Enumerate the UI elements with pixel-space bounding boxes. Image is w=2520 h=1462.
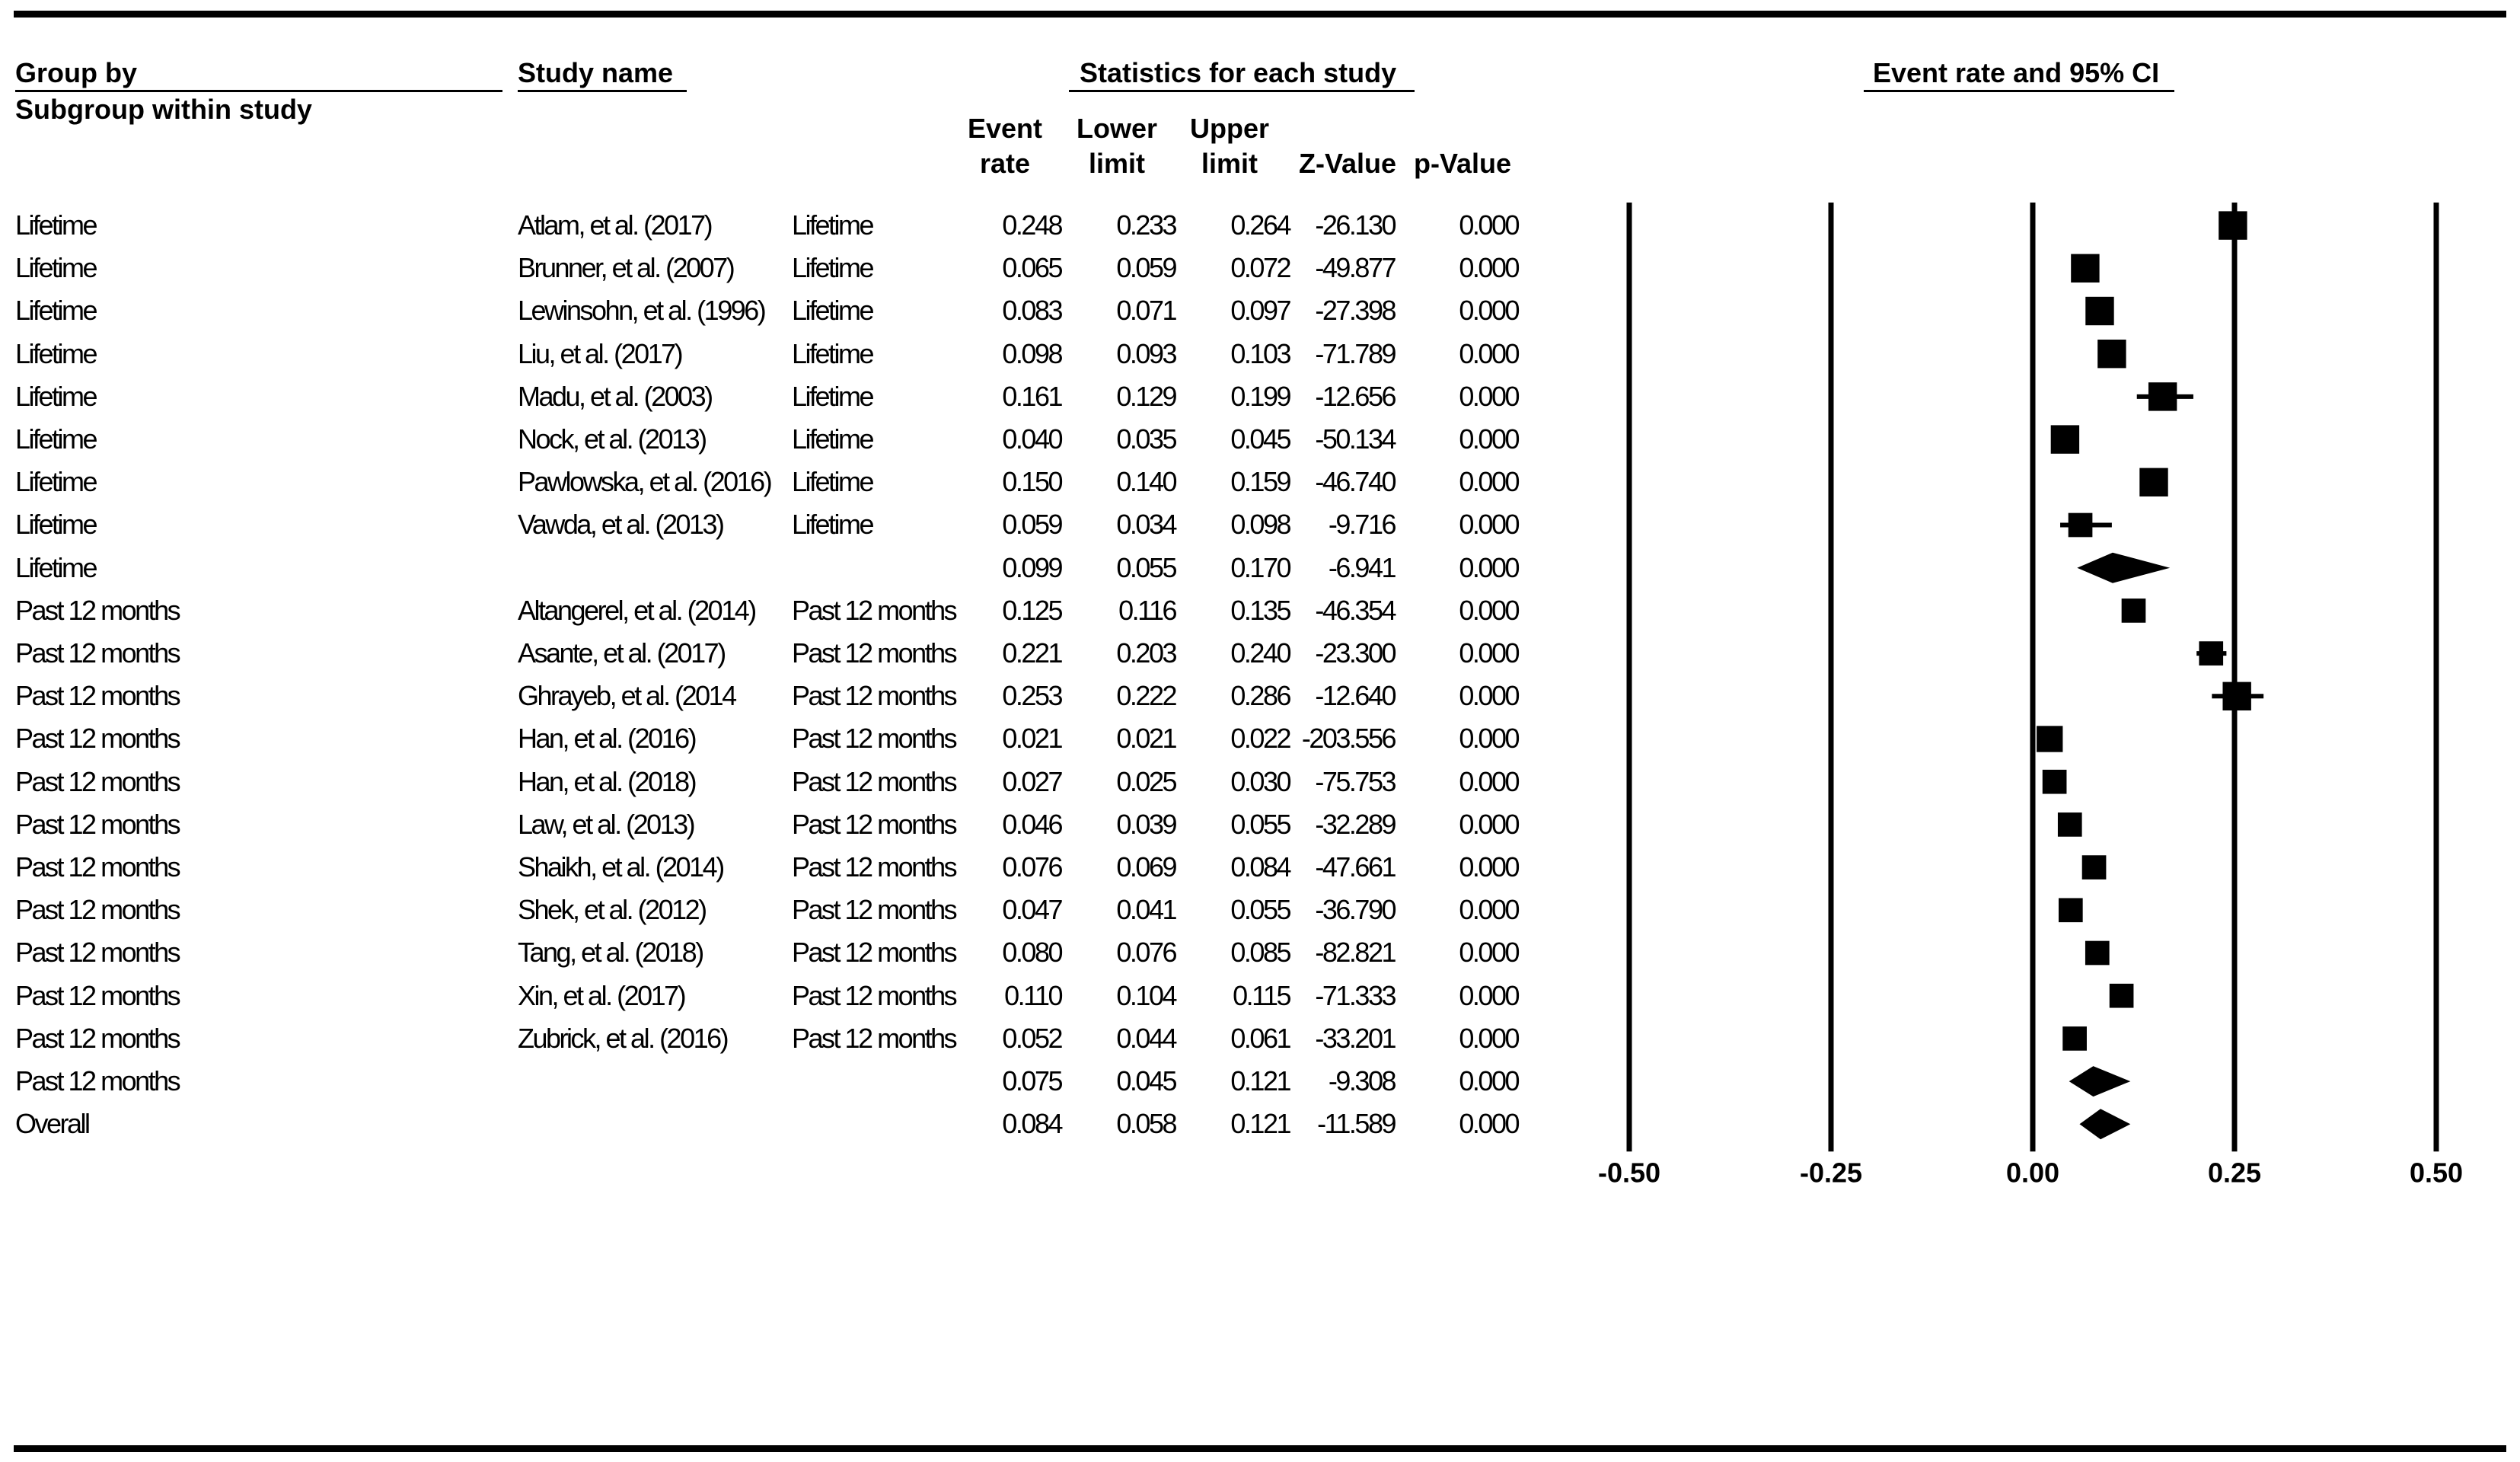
cell-study: Nock, et al. (2013) bbox=[518, 423, 706, 455]
cell-p: 0.000 bbox=[1459, 594, 1518, 626]
cell-lower: 0.039 bbox=[1116, 808, 1175, 840]
cell-p: 0.000 bbox=[1459, 1065, 1518, 1096]
cell-subgroup: Lifetime bbox=[792, 295, 873, 327]
summary-diamond bbox=[2069, 1066, 2131, 1096]
cell-upper: 0.286 bbox=[1230, 680, 1290, 712]
cell-study: Han, et al. (2016) bbox=[518, 723, 696, 755]
cell-group: Lifetime bbox=[15, 295, 97, 327]
cell-group: Past 12 months bbox=[15, 979, 180, 1011]
cell-upper: 0.072 bbox=[1230, 252, 1290, 284]
cell-p: 0.000 bbox=[1459, 979, 1518, 1011]
cell-subgroup: Past 12 months bbox=[792, 851, 956, 883]
stats-title-underline bbox=[1069, 90, 1415, 92]
cell-group: Past 12 months bbox=[15, 851, 180, 883]
cell-group: Past 12 months bbox=[15, 894, 180, 926]
cell-group: Past 12 months bbox=[15, 680, 180, 712]
cell-lower: 0.055 bbox=[1116, 551, 1175, 583]
cell-lower: 0.025 bbox=[1116, 765, 1175, 797]
cell-p: 0.000 bbox=[1459, 337, 1518, 369]
subgroup-header: Subgroup within study bbox=[15, 94, 312, 125]
cell-subgroup: Past 12 months bbox=[792, 937, 956, 969]
cell-rate: 0.059 bbox=[1002, 509, 1061, 541]
cell-p: 0.000 bbox=[1459, 252, 1518, 284]
cell-study: Shaikh, et al. (2014) bbox=[518, 851, 723, 883]
cell-lower: 0.044 bbox=[1116, 1022, 1175, 1054]
cell-study: Shek, et al. (2012) bbox=[518, 894, 706, 926]
cell-p: 0.000 bbox=[1459, 295, 1518, 327]
cell-group: Past 12 months bbox=[15, 723, 180, 755]
cell-z: -49.877 bbox=[1315, 252, 1395, 284]
p-value-header: p-Value bbox=[1413, 148, 1512, 179]
cell-study: Altangerel, et al. (2014) bbox=[518, 594, 755, 626]
cell-lower: 0.140 bbox=[1116, 466, 1175, 498]
cell-p: 0.000 bbox=[1459, 894, 1518, 926]
cell-lower: 0.041 bbox=[1116, 894, 1175, 926]
cell-upper: 0.061 bbox=[1230, 1022, 1290, 1054]
cell-lower: 0.116 bbox=[1118, 594, 1175, 626]
cell-rate: 0.052 bbox=[1002, 1022, 1061, 1054]
point-square bbox=[2139, 468, 2168, 496]
cell-z: -36.790 bbox=[1315, 894, 1395, 926]
cell-upper: 0.240 bbox=[1230, 637, 1290, 669]
cell-lower: 0.021 bbox=[1116, 723, 1175, 755]
event-rate-header bbox=[952, 111, 1058, 181]
cell-rate: 0.150 bbox=[1002, 466, 1061, 498]
lower-limit-header bbox=[1066, 111, 1168, 181]
cell-rate: 0.083 bbox=[1002, 295, 1061, 327]
cell-upper: 0.055 bbox=[1230, 808, 1290, 840]
summary-diamond bbox=[2077, 553, 2170, 583]
cell-study: Han, et al. (2018) bbox=[518, 765, 696, 797]
cell-p: 0.000 bbox=[1459, 209, 1518, 241]
cell-p: 0.000 bbox=[1459, 466, 1518, 498]
x-tick-label: 0.00 bbox=[2005, 1157, 2060, 1189]
cell-p: 0.000 bbox=[1459, 551, 1518, 583]
cell-rate: 0.125 bbox=[1002, 594, 1061, 626]
cell-study: Madu, et al. (2003) bbox=[518, 380, 712, 412]
point-square bbox=[2199, 641, 2223, 666]
point-square bbox=[2069, 513, 2093, 538]
cell-p: 0.000 bbox=[1459, 1108, 1518, 1140]
cell-lower: 0.093 bbox=[1116, 337, 1175, 369]
cell-lower: 0.129 bbox=[1116, 380, 1175, 412]
cell-group: Past 12 months bbox=[15, 594, 180, 626]
ci-title: Event rate and 95% CI bbox=[1873, 57, 2160, 88]
cell-lower: 0.071 bbox=[1116, 295, 1175, 327]
cell-study: Tang, et al. (2018) bbox=[518, 937, 703, 969]
study-name-underline bbox=[518, 90, 687, 92]
cell-study: Vawda, et al. (2013) bbox=[518, 509, 723, 541]
cell-upper: 0.159 bbox=[1230, 466, 1290, 498]
cell-group: Lifetime bbox=[15, 466, 97, 498]
point-square bbox=[2122, 599, 2146, 623]
cell-group: Past 12 months bbox=[15, 1065, 180, 1096]
cell-z: -82.821 bbox=[1315, 937, 1395, 969]
point-square bbox=[2110, 984, 2134, 1008]
cell-p: 0.000 bbox=[1459, 680, 1518, 712]
cell-study: Atlam, et al. (2017) bbox=[518, 209, 712, 241]
cell-p: 0.000 bbox=[1459, 937, 1518, 969]
cell-subgroup: Past 12 months bbox=[792, 637, 956, 669]
group-by-underline bbox=[15, 90, 502, 92]
cell-lower: 0.059 bbox=[1116, 252, 1175, 284]
cell-upper: 0.199 bbox=[1230, 380, 1290, 412]
cell-p: 0.000 bbox=[1459, 851, 1518, 883]
point-square bbox=[2062, 1026, 2087, 1051]
cell-lower: 0.104 bbox=[1116, 979, 1175, 1011]
cell-group: Lifetime bbox=[15, 509, 97, 541]
cell-p: 0.000 bbox=[1459, 509, 1518, 541]
bottom-rule bbox=[14, 1445, 2506, 1452]
cell-study: Zubrick, et al. (2016) bbox=[518, 1022, 728, 1054]
point-square bbox=[2085, 941, 2110, 966]
cell-rate: 0.047 bbox=[1002, 894, 1061, 926]
cell-lower: 0.045 bbox=[1116, 1065, 1175, 1096]
cell-rate: 0.075 bbox=[1002, 1065, 1061, 1096]
cell-z: -6.941 bbox=[1328, 551, 1395, 583]
cell-z: -27.398 bbox=[1315, 295, 1395, 327]
cell-z: -46.354 bbox=[1315, 594, 1395, 626]
cell-z: -32.289 bbox=[1315, 808, 1395, 840]
cell-p: 0.000 bbox=[1459, 380, 1518, 412]
cell-lower: 0.222 bbox=[1116, 680, 1175, 712]
cell-lower: 0.034 bbox=[1116, 509, 1175, 541]
cell-group: Lifetime bbox=[15, 551, 97, 583]
cell-group: Overall bbox=[15, 1108, 89, 1140]
cell-group: Lifetime bbox=[15, 252, 97, 284]
cell-group: Lifetime bbox=[15, 423, 97, 455]
cell-subgroup: Past 12 months bbox=[792, 894, 956, 926]
cell-rate: 0.027 bbox=[1002, 765, 1061, 797]
cell-z: -203.556 bbox=[1301, 723, 1395, 755]
cell-rate: 0.253 bbox=[1002, 680, 1061, 712]
event-rate-header-line2: rate bbox=[979, 148, 1031, 179]
cell-group: Past 12 months bbox=[15, 765, 180, 797]
lower-limit-header-line2: limit bbox=[1088, 148, 1145, 179]
cell-p: 0.000 bbox=[1459, 1022, 1518, 1054]
cell-p: 0.000 bbox=[1459, 808, 1518, 840]
cell-rate: 0.221 bbox=[1002, 637, 1061, 669]
cell-z: -23.300 bbox=[1315, 637, 1395, 669]
cell-subgroup: Past 12 months bbox=[792, 680, 956, 712]
point-square bbox=[2059, 898, 2083, 922]
cell-study: Lewinsohn, et al. (1996) bbox=[518, 295, 765, 327]
x-tick-label: 0.50 bbox=[2409, 1157, 2464, 1189]
cell-rate: 0.065 bbox=[1002, 252, 1061, 284]
cell-z: -75.753 bbox=[1315, 765, 1395, 797]
cell-group: Past 12 months bbox=[15, 1022, 180, 1054]
forest-plot bbox=[1591, 190, 2474, 1189]
point-square bbox=[2219, 211, 2247, 239]
cell-subgroup: Lifetime bbox=[792, 380, 873, 412]
lower-limit-header-line1: Lower bbox=[1076, 113, 1157, 144]
cell-rate: 0.110 bbox=[1004, 979, 1061, 1011]
cell-subgroup: Past 12 months bbox=[792, 594, 956, 626]
cell-z: -9.308 bbox=[1328, 1065, 1395, 1096]
cell-p: 0.000 bbox=[1459, 723, 1518, 755]
cell-z: -47.661 bbox=[1315, 851, 1395, 883]
cell-upper: 0.121 bbox=[1230, 1065, 1290, 1096]
cell-rate: 0.040 bbox=[1002, 423, 1061, 455]
cell-upper: 0.097 bbox=[1230, 295, 1290, 327]
cell-study: Pawlowska, et al. (2016) bbox=[518, 466, 771, 498]
stats-title: Statistics for each study bbox=[1080, 57, 1397, 88]
cell-upper: 0.103 bbox=[1230, 337, 1290, 369]
cell-subgroup: Past 12 months bbox=[792, 765, 956, 797]
cell-lower: 0.233 bbox=[1116, 209, 1175, 241]
point-square bbox=[2097, 340, 2126, 368]
cell-z: -12.640 bbox=[1315, 680, 1395, 712]
cell-z: -33.201 bbox=[1315, 1022, 1395, 1054]
cell-upper: 0.121 bbox=[1230, 1108, 1290, 1140]
cell-z: -71.789 bbox=[1315, 337, 1395, 369]
cell-subgroup: Past 12 months bbox=[792, 1022, 956, 1054]
cell-upper: 0.045 bbox=[1230, 423, 1290, 455]
cell-z: -9.716 bbox=[1328, 509, 1395, 541]
x-tick-label: 0.25 bbox=[2207, 1157, 2262, 1189]
point-square bbox=[2058, 812, 2082, 837]
cell-z: -26.130 bbox=[1315, 209, 1395, 241]
cell-group: Lifetime bbox=[15, 209, 97, 241]
cell-study: Asante, et al. (2017) bbox=[518, 637, 725, 669]
cell-upper: 0.022 bbox=[1230, 723, 1290, 755]
cell-study: Law, et al. (2013) bbox=[518, 808, 694, 840]
cell-subgroup: Lifetime bbox=[792, 423, 873, 455]
cell-rate: 0.021 bbox=[1002, 723, 1061, 755]
point-square bbox=[2071, 254, 2099, 283]
cell-lower: 0.035 bbox=[1116, 423, 1175, 455]
cell-group: Past 12 months bbox=[15, 937, 180, 969]
cell-subgroup: Past 12 months bbox=[792, 979, 956, 1011]
cell-lower: 0.076 bbox=[1116, 937, 1175, 969]
point-square bbox=[2148, 382, 2177, 410]
cell-subgroup: Lifetime bbox=[792, 337, 873, 369]
cell-study: Ghrayeb, et al. (2014 bbox=[518, 680, 735, 712]
point-square bbox=[2082, 855, 2107, 879]
cell-z: -12.656 bbox=[1315, 380, 1395, 412]
cell-p: 0.000 bbox=[1459, 637, 1518, 669]
ci-title-underline bbox=[1864, 90, 2174, 92]
cell-group: Past 12 months bbox=[15, 808, 180, 840]
point-square bbox=[2051, 425, 2079, 453]
point-square bbox=[2222, 682, 2250, 710]
cell-rate: 0.248 bbox=[1002, 209, 1061, 241]
top-rule bbox=[14, 11, 2506, 18]
cell-subgroup: Lifetime bbox=[792, 252, 873, 284]
cell-study: Xin, et al. (2017) bbox=[518, 979, 685, 1011]
cell-group: Past 12 months bbox=[15, 637, 180, 669]
cell-upper: 0.084 bbox=[1230, 851, 1290, 883]
cell-z: -71.333 bbox=[1315, 979, 1395, 1011]
cell-subgroup: Past 12 months bbox=[792, 808, 956, 840]
point-square bbox=[2043, 770, 2067, 794]
cell-upper: 0.170 bbox=[1230, 551, 1290, 583]
cell-rate: 0.076 bbox=[1002, 851, 1061, 883]
cell-subgroup: Lifetime bbox=[792, 466, 873, 498]
cell-study: Liu, et al. (2017) bbox=[518, 337, 682, 369]
cell-lower: 0.203 bbox=[1116, 637, 1175, 669]
cell-upper: 0.030 bbox=[1230, 765, 1290, 797]
upper-limit-header-line1: Upper bbox=[1189, 113, 1269, 144]
point-square bbox=[2085, 297, 2113, 325]
cell-upper: 0.055 bbox=[1230, 894, 1290, 926]
cell-rate: 0.098 bbox=[1002, 337, 1061, 369]
cell-study: Brunner, et al. (2007) bbox=[518, 252, 734, 284]
cell-upper: 0.135 bbox=[1230, 594, 1290, 626]
cell-rate: 0.046 bbox=[1002, 808, 1061, 840]
cell-z: -50.134 bbox=[1315, 423, 1395, 455]
cell-rate: 0.080 bbox=[1002, 937, 1061, 969]
x-tick-label: -0.25 bbox=[1799, 1157, 1863, 1189]
upper-limit-header bbox=[1179, 111, 1281, 181]
upper-limit-header-line2: limit bbox=[1201, 148, 1258, 179]
cell-subgroup: Lifetime bbox=[792, 209, 873, 241]
cell-rate: 0.084 bbox=[1002, 1108, 1061, 1140]
cell-rate: 0.099 bbox=[1002, 551, 1061, 583]
cell-lower: 0.058 bbox=[1116, 1108, 1175, 1140]
z-value-header: Z-Value bbox=[1298, 148, 1397, 179]
study-name-header: Study name bbox=[518, 57, 674, 88]
cell-upper: 0.085 bbox=[1230, 937, 1290, 969]
cell-z: -46.740 bbox=[1315, 466, 1395, 498]
cell-rate: 0.161 bbox=[1002, 380, 1061, 412]
cell-p: 0.000 bbox=[1459, 423, 1518, 455]
summary-diamond bbox=[2079, 1109, 2130, 1139]
cell-group: Lifetime bbox=[15, 380, 97, 412]
cell-group: Lifetime bbox=[15, 337, 97, 369]
cell-upper: 0.115 bbox=[1233, 979, 1290, 1011]
cell-z: -11.589 bbox=[1317, 1108, 1395, 1140]
cell-subgroup: Lifetime bbox=[792, 509, 873, 541]
cell-subgroup: Past 12 months bbox=[792, 723, 956, 755]
cell-upper: 0.098 bbox=[1230, 509, 1290, 541]
cell-lower: 0.069 bbox=[1116, 851, 1175, 883]
cell-upper: 0.264 bbox=[1230, 209, 1290, 241]
x-tick-label: -0.50 bbox=[1597, 1157, 1661, 1189]
event-rate-header-line1: Event bbox=[967, 113, 1043, 144]
cell-p: 0.000 bbox=[1459, 765, 1518, 797]
group-by-header: Group by bbox=[15, 57, 137, 88]
point-square bbox=[2037, 726, 2062, 752]
